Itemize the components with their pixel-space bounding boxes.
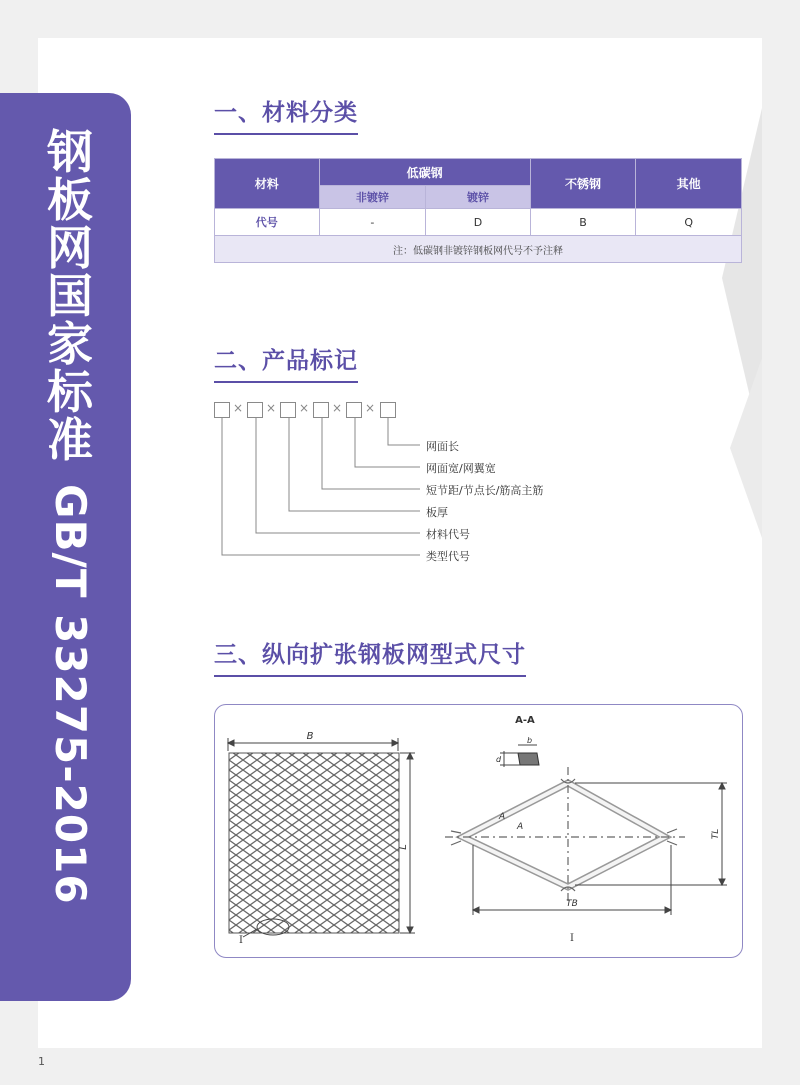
mesh-sheet (229, 753, 399, 933)
dim-a-label-1: A (499, 812, 506, 822)
standard-code: GB/T 33275-2016 (46, 484, 95, 905)
mark-separator: × (299, 401, 310, 415)
header-material: 材料 (215, 159, 320, 209)
mark-separator: × (266, 401, 277, 415)
code-cell: - (319, 209, 426, 236)
dim-d-small: d (496, 755, 502, 764)
header-non-galvanized: 非镀锌 (319, 186, 426, 209)
header-low-carbon: 低碳钢 (319, 159, 530, 186)
dim-tb-label: TB (566, 899, 578, 909)
code-cell: D (426, 209, 531, 236)
section-title-material: 一、材料分类 (214, 94, 358, 127)
dim-b-label: B (306, 731, 314, 742)
mark-separator: × (365, 401, 376, 415)
mark-label-material-code: 材料代号 (426, 528, 470, 541)
mark-separator: × (332, 401, 343, 415)
dim-l-line (400, 753, 415, 933)
diamond-strand (445, 767, 685, 901)
dim-b-small: b (527, 736, 533, 745)
mark-label-length: 网面长 (426, 440, 459, 453)
mark-label-type-code: 类型代号 (426, 550, 470, 563)
dimension-drawing (215, 705, 742, 957)
side-char: 钢 (47, 125, 93, 179)
section-title-marking: 二、产品标记 (214, 342, 358, 375)
side-char: 国 (47, 269, 93, 323)
header-galvanized: 镀锌 (426, 186, 531, 209)
code-cell: B (530, 209, 636, 236)
dimension-figure (214, 704, 743, 958)
mark-label-width: 网面宽/网翼宽 (426, 462, 496, 475)
dim-tl-label: TL (711, 828, 721, 840)
detail-i-label: I (239, 935, 243, 946)
table-note: 注：低碳钢非镀锌钢板网代号不予注释 (215, 236, 742, 263)
mark-separator: × (233, 401, 244, 415)
detail-i-caption: I (570, 933, 574, 944)
code-cell: Q (636, 209, 742, 236)
side-char: 准 (47, 413, 93, 467)
mark-label-pitch: 短节距/节点长/筋高主筋 (426, 484, 544, 497)
side-char: 板 (47, 173, 93, 227)
mark-label-thickness: 板厚 (426, 506, 448, 519)
header-stainless: 不锈钢 (530, 159, 636, 209)
dim-a-label-2: A (517, 822, 524, 832)
dim-l-label: L (398, 844, 409, 850)
section-aa-profile (500, 745, 539, 767)
side-char: 网 (47, 221, 93, 275)
header-other: 其他 (636, 159, 742, 209)
section-aa-label: A-A (515, 715, 535, 726)
side-char: 家 (47, 317, 93, 371)
side-char: 标 (47, 365, 93, 419)
row-label-code: 代号 (215, 209, 320, 236)
page-number: 1 (38, 1055, 45, 1068)
section-title-dimensions: 三、纵向扩张钢板网型式尺寸 (214, 636, 526, 669)
